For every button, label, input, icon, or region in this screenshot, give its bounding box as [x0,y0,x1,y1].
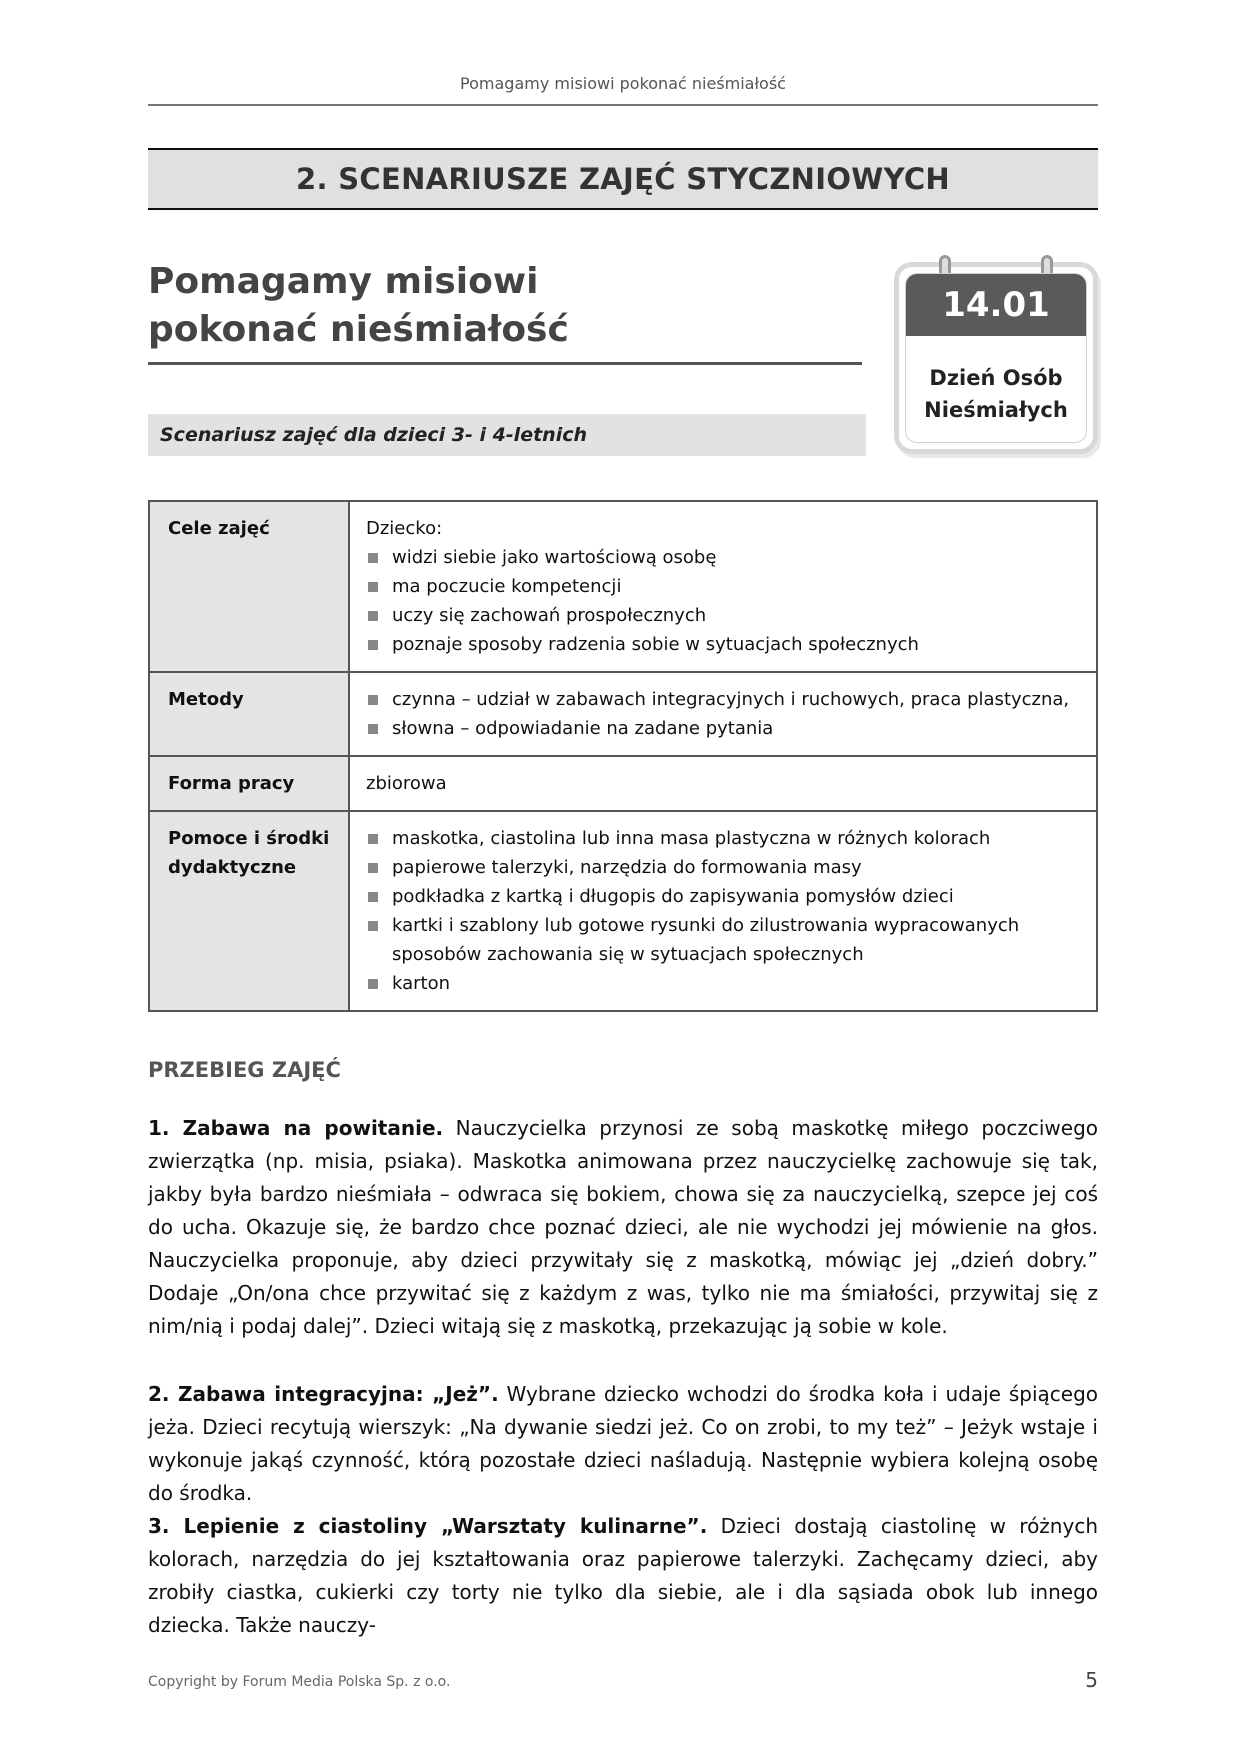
list-item: słowna – odpowiadanie na zadane pytania [366,714,1080,743]
page-title [148,258,848,354]
list-item: widzi siebie jako wartościową osobę [366,543,1080,572]
table-row-materials [149,811,1097,1011]
footer-copyright: Copyright by Forum Media Polska Sp. z o.o. [148,1674,451,1690]
materials-list [366,824,1080,998]
table-row-work-form [149,756,1097,811]
row-content-methods [349,672,1097,756]
chapter-title: 2. SCENARIUSZE ZAJĘĆ STYCZNIOWYCH [296,162,950,196]
table-row-goals [149,501,1097,672]
paragraph-2-lead: 2. Zabawa integracyjna: „Jeż”. [148,1382,499,1406]
row-label-materials-line-2: dydaktyczne [168,857,297,878]
subtitle: Scenariusz zajęć dla dzieci 3- i 4-letnich [160,424,587,446]
list-item: maskotka, ciastolina lub inna masa plastyczna w różnych kolorach [366,824,1080,853]
row-label-materials-line-1: Pomoce i środki [168,828,330,849]
calendar-icon [894,262,1098,454]
list-item: kartki i szablony lub gotowe rysunki do zilustrowania wypracowanych sposobów zachowania się w sytuacjach społecznych [366,911,1080,969]
goals-intro: Dziecko: [366,518,443,539]
paragraph-3-text: Dzieci dostają ciastolinę w różnych kolorach, narzędzia do jej kształtowania oraz papierowe talerzyki. Zachęcamy dzieci, aby zrobiły ciastka, cukierki czy torty nie tylko dla siebie, ale i dla sąsiada obok lub innego dziecka. Także nauczy- [148,1514,1098,1637]
list-item: podkładka z kartką i długopis do zapisywania pomysłów dzieci [366,882,1080,911]
row-label-goals: Cele zajęć [149,501,349,672]
calendar-label-line-2: Nieśmiałych [924,398,1068,422]
list-item: poznaje sposoby radzenia sobie w sytuacjach społecznych [366,630,1080,659]
paragraph-3-lead: 3. Lepienie z ciastoliny „Warsztaty kulinarne”. [148,1514,708,1538]
paragraph-2 [148,1378,1098,1510]
paragraph-2-text: Wybrane dziecko wchodzi do środka koła i udaje śpiącego jeża. Dzieci recytują wierszyk: „Na dywanie siedzi jeż. Co on zrobi, to my też” – Jeżyk wstaje i wykonuje jakąś czynność, którą pozostałe dzieci naśladują. Następnie wybiera kolejną osobę do środka. [148,1382,1098,1505]
subtitle-banner [148,414,866,456]
calendar-label [924,354,1068,426]
row-content-goals [349,501,1097,672]
goals-list [366,543,1080,659]
row-label-materials [149,811,349,1011]
row-content-work-form: zbiorowa [349,756,1097,811]
paragraph-3 [148,1510,1098,1642]
list-item: uczy się zachowań prospołecznych [366,601,1080,630]
section-heading: PRZEBIEG ZAJĘĆ [148,1058,341,1082]
calendar-card [905,273,1087,443]
page-number: 5 [1085,1668,1098,1692]
chapter-banner [148,148,1098,210]
page-title-line-2: pokonać nieśmiałość [148,309,569,350]
row-content-materials [349,811,1097,1011]
paragraph-1-text: Nauczycielka przynosi ze sobą maskotkę miłego poczciwego zwierzątka (np. misia, psiaka). Maskotka animowana przez nauczycielkę zachowuje się tak, jakby była bardzo nieśmiała – odwraca się bokiem, chowa się za nauczycielką, szepce jej coś do ucha. Okazuje się, że bardzo chce poznać dzieci, ale nie wychodzi jej mówienie na głos. Nauczycielka proponuje, aby dzieci przywitały się z maskotką, mówiąc jej „dzień dobry.” Dodaje „On/ona chce przywitać się z każdym z was, tylko nie ma śmiałości, przywitaj się z nim/nią i podaj dalej”. Dzieci witają się z maskotką, przekazując ją sobie w kole. [148,1116,1098,1338]
list-item: ma poczucie kompetencji [366,572,1080,601]
row-label-work-form: Forma pracy [149,756,349,811]
calendar-header [906,274,1086,336]
calendar-date: 14.01 [942,285,1050,325]
row-label-methods: Metody [149,672,349,756]
calendar-body [906,336,1086,443]
methods-list [366,685,1080,743]
list-item: czynna – udział w zabawach integracyjnych i ruchowych, praca plastyczna, [366,685,1080,714]
list-item: papierowe talerzyki, narzędzia do formowania masy [366,853,1080,882]
title-divider [148,362,862,365]
page-title-line-1: Pomagamy misiowi [148,261,539,302]
list-item: karton [366,969,1080,998]
lesson-info-table [148,500,1098,1012]
running-head: Pomagamy misiowi pokonać nieśmiałość [460,74,786,93]
header-divider [148,104,1098,106]
table-row-methods [149,672,1097,756]
paragraph-1 [148,1112,1098,1343]
calendar-label-line-1: Dzień Osób [929,366,1063,390]
paragraph-1-lead: 1. Zabawa na powitanie. [148,1116,444,1140]
